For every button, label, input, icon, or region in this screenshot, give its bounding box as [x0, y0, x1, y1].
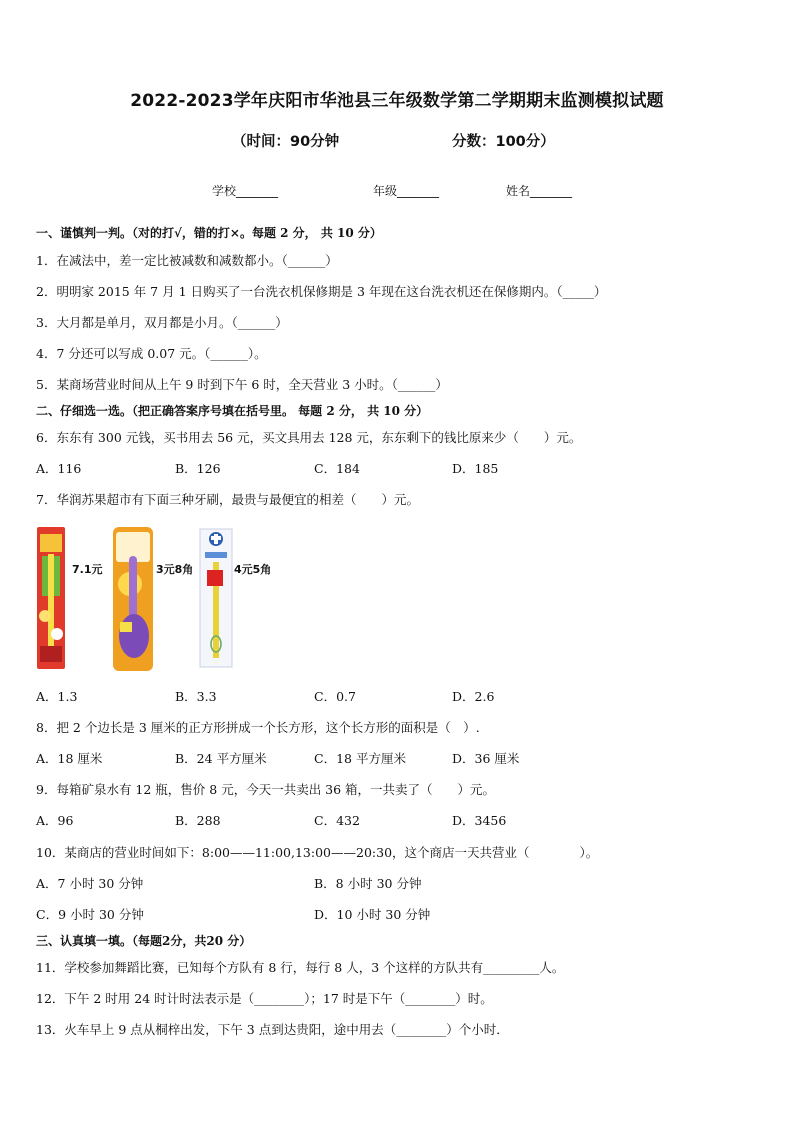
- question-7: 7．华润苏果超市有下面三种牙刷，最贵与最便宜的相差（ ）元。: [36, 492, 419, 507]
- toothbrush-3-image: [199, 528, 233, 668]
- question-1: 1．在减法中，差一定比被减数和减数都小。（______）: [36, 253, 338, 268]
- question-5: 5．某商场营业时间从上午 9 时到下午 6 时，全天营业 3 小时。（______）: [36, 377, 448, 392]
- q10-option-c: C．9 小时 30 分钟: [36, 907, 144, 922]
- toothbrush-1-image: [36, 526, 66, 670]
- section-3-heading: 三、认真填一填。（每题2分，共20 分）: [36, 934, 252, 948]
- q9-option-d: D．3456: [452, 813, 507, 828]
- question-11: 11．学校参加舞蹈比赛，已知每个方队有 8 行，每行 8 人，3 个这样的方队共有_________人。: [36, 960, 565, 975]
- q9-option-b: B．288: [175, 813, 221, 828]
- question-6: 6．东东有 300 元钱，买书用去 56 元，买文具用去 128 元，东东剩下的钱比原来少（ ）元。: [36, 430, 582, 445]
- question-4: 4．7 分还可以写成 0.07 元。（______）。: [36, 346, 267, 361]
- q8-option-d: D．36 厘米: [452, 751, 520, 766]
- section-1-heading: 一、谨慎判一判。（对的打√，错的打×。每题 2 分， 共 10 分）: [36, 226, 382, 240]
- q10-option-d: D．10 小时 30 分钟: [314, 907, 431, 922]
- toothbrush-2-image: [112, 526, 154, 672]
- q9-option-a: A．96: [36, 813, 74, 828]
- q6-option-d: D．185: [452, 461, 499, 476]
- question-13: 13．火车早上 9 点从桐梓出发，下午 3 点到达贵阳，途中用去（________）个小时．: [36, 1022, 509, 1037]
- name-field: 姓名_______: [506, 184, 573, 198]
- toothbrush-3-price: 4元5角: [234, 563, 272, 576]
- q8-option-c: C．18 平方厘米: [314, 751, 406, 766]
- q8-option-a: A．18 厘米: [36, 751, 103, 766]
- section-2-heading: 二、仔细选一选。（把正确答案序号填在括号里。 每题 2 分， 共 10 分）: [36, 404, 429, 418]
- q8-option-b: B．24 平方厘米: [175, 751, 267, 766]
- q7-option-d: D．2.6: [452, 689, 495, 704]
- exam-time: （时间：90分钟: [232, 134, 340, 150]
- q6-option-b: B．126: [175, 461, 221, 476]
- q7-option-a: A．1.3: [36, 689, 78, 704]
- page-title: 2022-2023学年庆阳市华池县三年级数学第二学期期末监测模拟试题: [130, 91, 664, 111]
- question-12: 12．下午 2 时用 24 时计时法表示是（________）；17 时是下午（________）时。: [36, 991, 493, 1006]
- question-10: 10．某商店的营业时间如下：8:00——11:00,13:00——20:30，这个商店一天共营业（ ）。: [36, 845, 599, 860]
- q6-option-a: A．116: [36, 461, 82, 476]
- question-9: 9．每箱矿泉水有 12 瓶，售价 8 元，今天一共卖出 36 箱，一共卖了（ ）元。: [36, 782, 496, 797]
- q7-option-b: B．3.3: [175, 689, 217, 704]
- exam-score: 分数：100分）: [452, 134, 555, 150]
- grade-field: 年级_______: [373, 184, 440, 198]
- q10-option-b: B．8 小时 30 分钟: [314, 876, 422, 891]
- school-field: 学校_______: [212, 184, 279, 198]
- toothbrush-2-price: 3元8角: [156, 563, 194, 576]
- q9-option-c: C．432: [314, 813, 360, 828]
- q10-option-a: A．7 小时 30 分钟: [36, 876, 144, 891]
- question-8: 8．把 2 个边长是 3 厘米的正方形拼成一个长方形，这个长方形的面积是（ ）.: [36, 720, 480, 735]
- q6-option-c: C．184: [314, 461, 360, 476]
- toothbrush-1-price: 7.1元: [72, 563, 103, 576]
- question-3: 3．大月都是单月，双月都是小月。（______）: [36, 315, 288, 330]
- question-2: 2．明明家 2015 年 7 月 1 日购买了一台洗衣机保修期是 3 年现在这台洗衣机还在保修期内。（_____）: [36, 284, 607, 299]
- q7-option-c: C．0.7: [314, 689, 356, 704]
